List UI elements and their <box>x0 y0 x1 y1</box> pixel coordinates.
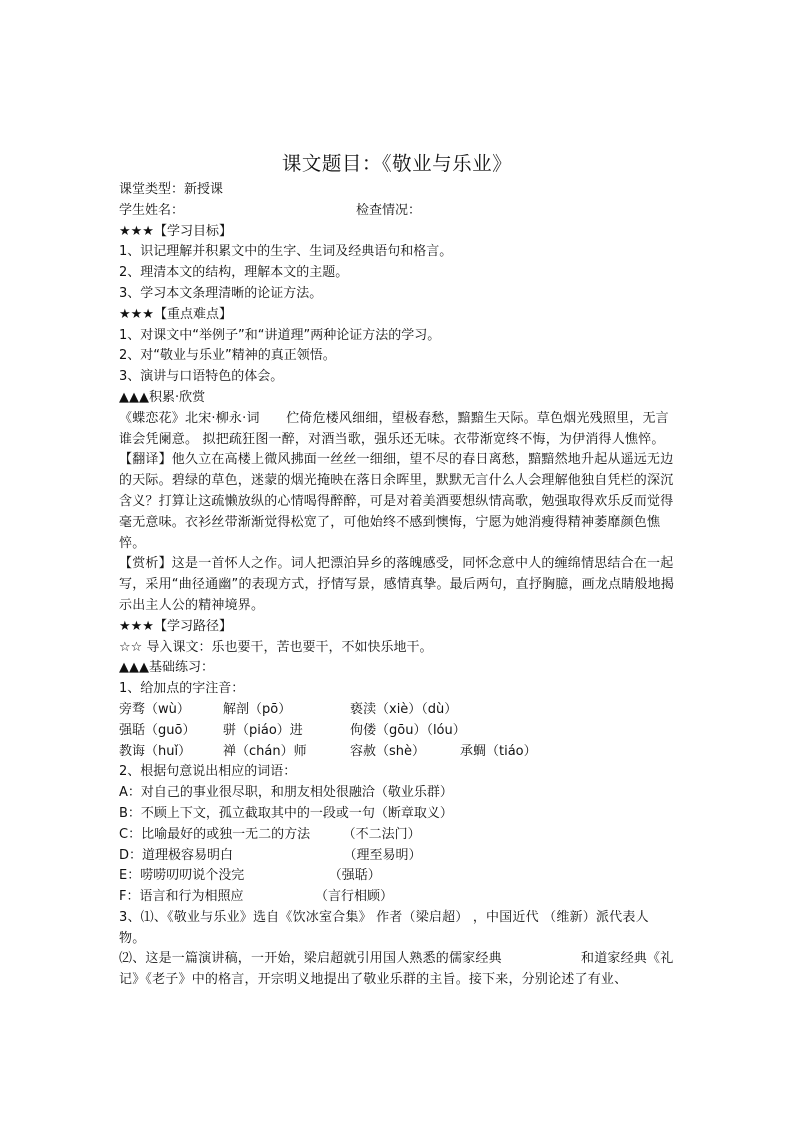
key-item: 1、对课文中“举例子”和“讲道理”两种论证方法的学习。 <box>119 327 441 343</box>
poem-text: 《蝶恋花》北宋·柳永·词 伫倚危楼风细细，望极春愁，黯黯生天际。草色烟光残照里，无言谁会凭阑意。 拟把疏狂图一醉，对酒当歌，强乐还无味。衣带渐宽终不悔，为伊消得人憔悴。 <box>119 410 669 447</box>
pinyin-item: 旁骛（wù） <box>119 701 190 717</box>
pinyin-row <box>119 721 675 742</box>
pinyin-item: 强聒（guō） <box>119 722 196 738</box>
pinyin-row <box>119 700 675 721</box>
pinyin-item: 解剖（pō） <box>223 701 292 717</box>
goal-item: 3、学习本文条理清晰的论证方法。 <box>119 285 323 301</box>
page-title: 课文题目：《敬业与乐业》 <box>281 152 513 175</box>
definition-item: E：唠唠叨叨说个没完 （强聒） <box>119 868 381 884</box>
goal-item: 1、识记理解并积累文中的生字、生词及经典语句和格言。 <box>119 244 453 260</box>
question-3-part-2: ⑵、这是一篇演讲稿，一开始，梁启超就引用国人熟悉的儒家经典 和道家经典《礼记》《老子》中的格言，开宗明义地提出了敬业乐群的主旨。接下来，分别论述了有业、 <box>119 951 674 988</box>
student-info-row <box>119 201 675 222</box>
pinyin-item: 骈（piáo）进 <box>223 722 303 738</box>
pinyin-item: 教诲（huǐ） <box>119 743 192 759</box>
question-3: 3、⑴、《敬业与乐业》选自《饮冰室合集》 作者（梁启超） ，中国近代 （维新）派代表人物。 <box>119 909 649 946</box>
definition-item: A：对自己的事业很尽职，和朋友相处很融洽（敬业乐群） <box>119 785 453 801</box>
pinyin-item: 佝偻（gōu）（lóu） <box>350 722 466 738</box>
definition-item: C：比喻最好的或独一无二的方法 （不二法门） <box>119 826 421 842</box>
document-body <box>119 180 675 991</box>
pinyin-item: 亵渎（xiè）（dù） <box>350 701 458 717</box>
definition-item: F：语言和行为相照应 （言行相顾） <box>119 889 393 905</box>
basic-heading: ▲▲▲基础练习： <box>119 660 214 676</box>
question-1: 1、给加点的字注音： <box>119 681 245 697</box>
appreciation-text: 【赏析】这是一首怀人之作。词人把漂泊异乡的落魄感受，同怀念意中人的缠绵情思结合在一起写，采用“曲径通幽”的表现方式，抒情写景，感情真挚。最后两句，直抒胸臆，画龙点睛般地揭示出主人公的精神境界。 <box>119 556 675 613</box>
class-type: 课堂类型：新授课 <box>119 182 224 197</box>
goal-item: 2、理清本文的结构，理解本文的主题。 <box>119 265 349 281</box>
pinyin-item: 禅（chán）师 <box>223 743 307 759</box>
check-label: 检查情况： <box>356 202 422 218</box>
key-heading: ★★★【重点难点】 <box>119 306 232 322</box>
appreciate-heading: ▲▲▲积累·欣赏 <box>119 389 206 405</box>
key-item: 2、对“敬业与乐业”精神的真正领悟。 <box>119 348 336 364</box>
pinyin-row <box>119 742 675 763</box>
question-2: 2、根据句意说出相应的词语： <box>119 764 297 780</box>
definition-item: B：不顾上下文，孤立截取其中的一段或一句（断章取义） <box>119 805 453 821</box>
goals-heading: ★★★【学习目标】 <box>119 223 232 239</box>
student-name-label: 学生姓名： <box>119 202 185 218</box>
definition-item: D：道理极容易明白 （理至易明） <box>119 847 422 863</box>
pinyin-item: 容赦（shè） <box>350 743 426 759</box>
key-item: 3、演讲与口语特色的体会。 <box>119 369 284 385</box>
intro-text: ☆☆ 导入课文：乐也要干，苦也要干，不如快乐地干。 <box>119 639 433 655</box>
pinyin-item: 承蜩（tiáo） <box>460 743 537 759</box>
translation-text: 【翻译】他久立在高楼上微风拂面一丝丝一细细，望不尽的春日离愁，黯黯然地升起从遥远无边的天际。碧绿的草色，迷蒙的烟光掩映在落日余晖里，默默无言什么人会理解他独自凭栏的深沉含义？打算让这疏懒放纵的心情喝得醉醉，可是对着美酒要想纵情高歌，勉强取得欢乐反而觉得毫无意味。衣衫丝带渐渐觉得松宽了，可他始终不感到懊悔，宁愿为她消瘦得精神萎靡颜色憔悴。 <box>119 452 674 551</box>
path-heading: ★★★【学习路径】 <box>119 618 232 634</box>
